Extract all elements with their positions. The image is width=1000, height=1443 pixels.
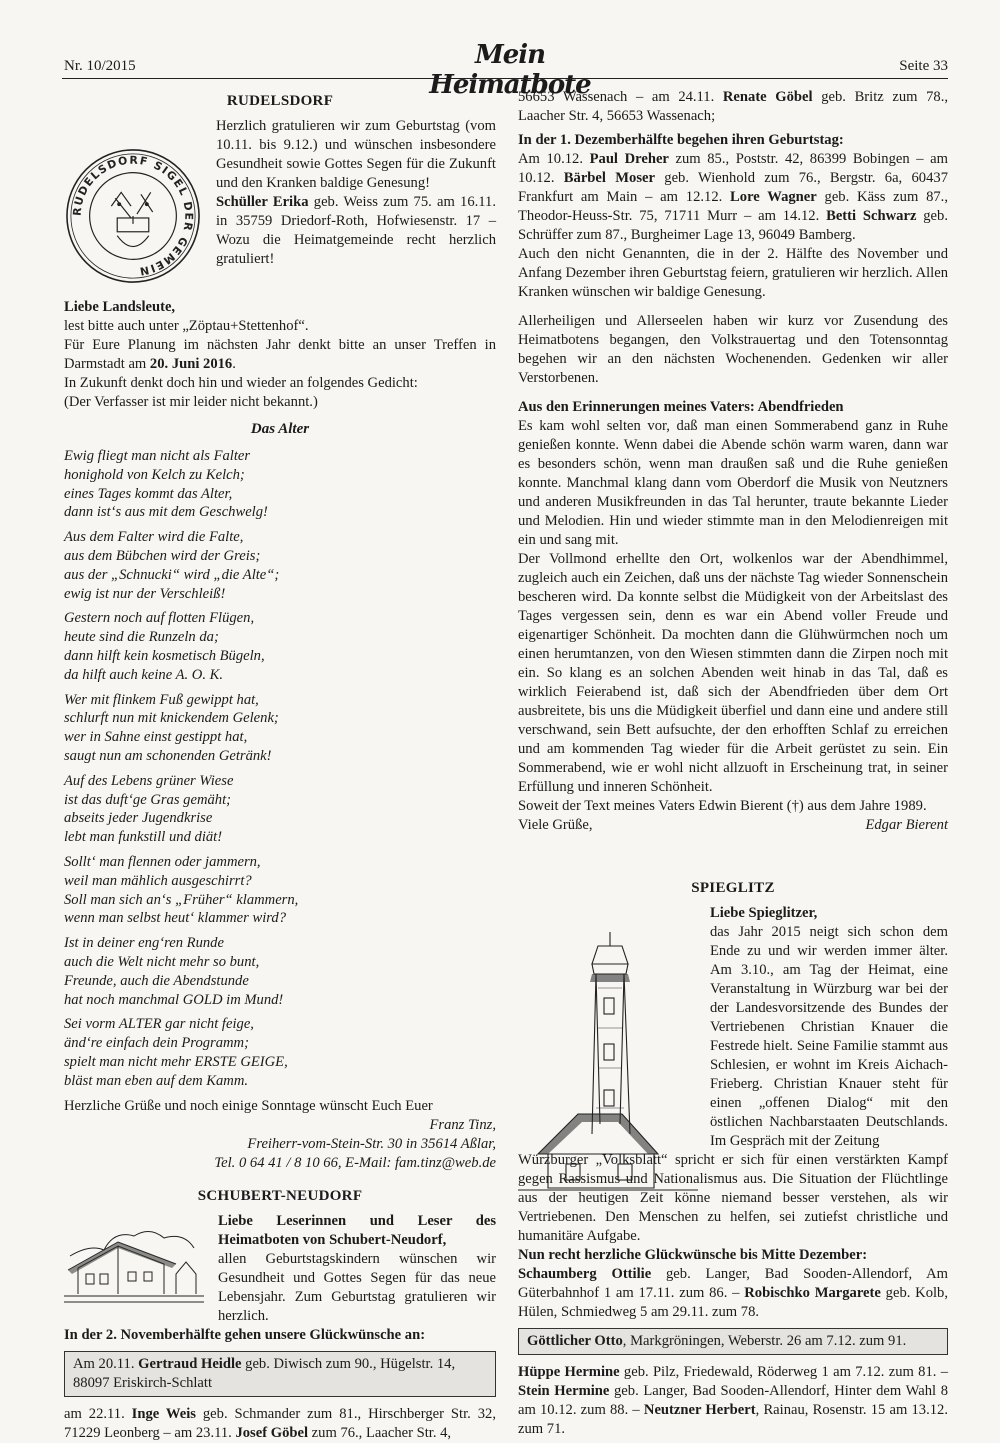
spieglitz-intro [518, 904, 948, 1151]
december-list [518, 150, 948, 245]
list-date-1: am 22.11. [64, 1405, 132, 1422]
section-title-schubert: SCHUBERT-NEUDORF [197, 1187, 363, 1204]
rudelsdorf-line1: lest bitte auch unter „Zöptau+Stettenhof“. [64, 318, 309, 334]
section-title-rudelsdorf: RUDELSDORF [226, 93, 334, 109]
dec-text-5: geb. Schrüffer zum 87., Burgheimer Lage 13, 96049 Bamberg. [518, 208, 948, 243]
rudelsdorf-line4: (Der Verfasser ist mir leider nicht bekannt.) [64, 394, 318, 410]
poem-line: Soll man sich an‘s „Früher“ klammern, [64, 891, 299, 908]
poem-line: saugt nun am schonenden Getränk! [64, 747, 272, 764]
signature-address: Freiherr-vom-Stein-Str. 30 in 35614 Aßlar, [247, 1135, 496, 1152]
box-name: Gertraud Heidle [138, 1355, 242, 1372]
poem-line: Ist in deiner eng‘ren Runde [64, 935, 224, 952]
poem-line: honighold von Kelch zu Kelch; [64, 466, 245, 483]
signature-contact: Tel. 0 64 41 / 8 10 66, E-Mail: fam.tinz@web.de [214, 1154, 496, 1171]
list-name-stein: Stein Hermine [518, 1383, 610, 1399]
poem-title: Das Alter [250, 421, 310, 437]
poem-line: Auf des Lebens grüner Wiese [64, 772, 234, 789]
wish-text-1: geb. Langer, Bad Sooden-Allendorf, Am Güterbahnhof 1 am 17.11. zum 86. – [518, 1266, 949, 1301]
seal-text: RUDELSDORF SIGEL DER GEMEIN [70, 153, 196, 279]
left-column [64, 88, 496, 1443]
poem-line: auch die Welt nicht mehr so bunt, [64, 953, 260, 970]
poem-stanza [64, 772, 496, 847]
rudelsdorf-greeting: Liebe Landsleute, [64, 299, 176, 315]
memories-paragraph-2: Der Vollmond erhellte den Ort, wolkenlos war der Abendhimmel, zugleich auch ein Zeichen, daß uns der nächste Tag wieder Sonnenschein bescheren wird. Da konnte selbst die Müdigkeit von der Arbeitslast des Tages vergessen sein, denn es war ein Abend voller Freude und eigenartiger Schönheit. Da mochten dann die Glühwürmchen noch um einen herumtanzen, von den Wiesen stimmten dann die Zirpen noch mit ein. So klang es an solchen Abenden weit hinab in das Tal, daß es wirklich Feierabend ist, daß sich der Abendfrieden über dem Ort ausbreitete, bis uns die Müdigkeit überfiel und dann eine und andere still verschwand, sein Bett aufsuchte, der den erhofften Schlaf zu erreichen und am kommenden Tag wieder für die Arbeit gerüstet zu sein. Ein Sommerabend, wie er wohl nicht allzuoft in Erscheinung trat, in seiner Erfüllung und inneren Schönheit. [518, 551, 948, 795]
poem-line: spielt man nicht mehr ERSTE GEIGE, [64, 1053, 288, 1070]
wish-name-1: Schaumberg Ottilie [518, 1266, 652, 1282]
memories-greeting: Viele Grüße, [518, 817, 593, 833]
list-text-stein: geb. Langer, Bad Sooden-Allendorf, Hinter dem Wahl 8 am 10.12. zum 88. – [518, 1383, 948, 1418]
wish-name-2: Robischko Margarete [744, 1285, 881, 1301]
issue-number: Nr. 10/2015 [64, 58, 136, 74]
poem-line: eines Tages kommt das Alter, [64, 485, 233, 502]
dec-name-3: Lore Wagner [730, 189, 817, 205]
list-name-neutzner: Neutzner Herbert [643, 1402, 756, 1418]
december-closing: Auch den nicht Genannten, die in der 2. Hälfte des November und Anfang Dezember ihren Geburtstag feiern, gratulieren wir herzlich. Allen Kranken wünschen wir baldige Genesung. [518, 246, 948, 300]
header-divider [62, 78, 948, 79]
memories-author: Edgar Bierent [865, 817, 948, 833]
poem-stanza [64, 691, 496, 766]
poem-line: bläst man eben auf dem Kamm. [64, 1072, 249, 1089]
december-heading: In der 1. Dezemberhälfte begehen ihren Geburtstag: [518, 132, 844, 148]
box-details: geb. Diwisch zum 90., Hügelstr. 14, 88097 Eriskirch-Schlatt [73, 1355, 456, 1391]
rudelsdorf-line3: In Zukunft denkt doch hin und wieder an folgendes Gedicht: [64, 375, 418, 391]
poem-line: heute sind die Runzeln da; [64, 629, 219, 646]
spieglitz-side-text: das Jahr 2015 neigt sich schon dem Ende zu und wir werden immer älter. Am 3.10., am Tag der Heimat, eine Veranstaltung in Würzburg war bei der der Landesvorsitzende des Bundes der Vertriebenen Christian Knauer die Festrede hielt. Seine Familie stammt aus Schlesien, er wohnt im Kreis Aichach-Frieberg. Christian Knauer steht für einen „offenen Dialog“ mit den östlichen Nachbarstaaten Deutschlands. Im Gespräch mit der Zeitung [710, 924, 948, 1149]
spieglitz-list [518, 1363, 948, 1439]
poem-line: aus der „Schnucki“ wird „die Alte“; [64, 566, 280, 583]
memories-paragraph-1: Es kam wohl selten vor, daß man einen Sommerabend ganz in Ruhe genießen konnte. Wenn dabei die Abende schön warm waren, dann war es besonders schön, wenn man draußen saß und die Ruhe genießen konnte. Manchmal klang dann vom Oberdorf die Musik von Neutzners und anderen Musikfreunden in das Tal herunter, traute bekannte Lieder und Melodien. Hin und wieder stimmte man in den Melodienreigen mit ein und sang mit. [518, 418, 948, 548]
dec-name-4: Betti Schwarz [826, 208, 917, 224]
meeting-date: 20. Juni 2016 [149, 356, 233, 372]
list-name-huppe: Hüppe Hermine [518, 1364, 620, 1380]
poem-stanza [64, 934, 496, 1009]
poem-line: weil man mählich ausgeschirrt? [64, 872, 252, 889]
dec-text-4: geb. Käss zum 87., Theodor-Heuss-Str. 75, 71711 Murr – am 14.12. [518, 189, 948, 224]
poem-line: wenn man selbst heut‘ klammer wird? [64, 910, 286, 927]
poem-line: aus dem Bübchen wird der Greis; [64, 547, 261, 564]
poem-line: Freunde, auch die Abendstunde [64, 972, 249, 989]
page-number: Seite 33 [899, 58, 948, 74]
spieglitz-wishes [518, 1265, 948, 1322]
cont-text-b: geb. Britz zum 78., Laacher Str. 4, 56653 Wassenach; [518, 89, 949, 124]
memories-heading: Aus den Erinnerungen meines Vaters: Abendfrieden [518, 399, 844, 415]
dec-text-3: geb. Wienhold zum 76., Bergstr. 6a, 60437 Frankfurt am Main – am 12.12. [518, 170, 948, 205]
poem-line: Sei vorm ALTER gar nicht feige, [64, 1016, 254, 1033]
right-column [518, 88, 948, 1439]
poem-line: hat noch manchmal GOLD im Mund! [64, 991, 284, 1008]
dec-name-2: Bärbel Moser [563, 170, 655, 186]
poem-stanza [64, 609, 496, 684]
highlight-box-goettlicher [518, 1328, 948, 1355]
schubert-subheading: In der 2. Novemberhälfte gehen unsere Glückwünsche an: [64, 1326, 426, 1343]
schubert-intro [64, 1212, 496, 1326]
list-name-2: Josef Göbel [235, 1424, 309, 1441]
rudelsdorf-intro [64, 117, 496, 293]
cont-name: Renate Göbel [722, 89, 813, 105]
poem-line: wer in Sahne einst gestippt hat, [64, 729, 248, 746]
masthead-logo: Mein Heimatbote [429, 40, 591, 100]
list-text-huppe: geb. Pilz, Friedewald, Röderweg 1 am 7.12. zum 81. – [619, 1364, 948, 1380]
poem-line: Ewig fliegt man nicht als Falter [64, 448, 251, 464]
birthday-name: Schüller Erika [216, 194, 309, 210]
wish-text-2: geb. Kolb, Hülen, Schmiedweg 5 am 29.11. zum 78. [518, 1285, 949, 1320]
poem-line: abseits jeder Jugendkrise [64, 810, 213, 827]
cont-text-a: 56653 Wassenach – am 24.11. [518, 89, 723, 105]
schubert-list [64, 1405, 496, 1443]
dec-text-2: zum 85., Poststr. 42, 86399 Bobingen – am 10.12. [518, 151, 949, 186]
poem-line: Gestern noch auf flotten Flügen, [64, 610, 255, 627]
poem-line: dann hilft kein kosmetisch Bügeln, [64, 647, 265, 664]
municipal-seal-icon [64, 147, 202, 285]
poem-line: Aus dem Falter wird die Falte, [64, 529, 244, 546]
box-date: Am 20.11. [73, 1355, 139, 1372]
birthday-details: geb. Weiss zum 75. am 16.11. in 35759 Driedorf-Roth, Hofwiesenstr. 17 – Wozu die Heimatgemeinde recht herzlich gratuliert! [216, 194, 496, 267]
box-details-goettlicher: , Markgröningen, Weberstr. 26 am 7.12. zum 91. [622, 1333, 907, 1349]
allerheiligen-text: Allerheiligen und Allerseelen haben wir kurz vor Zusendung des Heimatbotens begangen, den Volkstrauertag und den Totensonntag begehen wir an den nächsten Wochenenden. Gedenken wir aller Verstorbenen. [518, 313, 948, 386]
spieglitz-full-text: Würzburger „Volksblatt“ spricht er sich für einen verstärkten Kampf gegen Rassismus und Nationalismus aus. Die Situation der Flüchtlinge aus der heutigen Zeit könne niemand besser verstehen, als wir Vertriebenen. Den Menschen zu helfen, sei zutiefst christliche und humanitäre Aufgabe. [518, 1152, 948, 1244]
rudelsdorf-intro-text: Herzlich gratulieren wir zum Geburtstag (vom 10.11. bis 9.12.) und wünschen insbesondere Gesundheit sowie Gottes Segen für die Zukunft und den Kranken baldige Genesung! [216, 118, 496, 191]
poem-line: Sollt‘ man flennen oder jammern, [64, 853, 261, 870]
poem-stanza [64, 853, 496, 928]
rudelsdorf-closing: Herzliche Grüße und noch einige Sonntage wünscht Euch Euer [64, 1097, 433, 1114]
spieglitz-wishes-heading: Nun recht herzliche Glückwünsche bis Mitte Dezember: [518, 1247, 868, 1263]
poem-line: ewig ist nur der Verschleiß! [64, 585, 226, 602]
poem-line: Wer mit flinkem Fuß gewippt hat, [64, 691, 259, 708]
poem-line: da hilft auch keine A. O. K. [64, 666, 224, 683]
poem-stanza [64, 1015, 496, 1090]
watchtower-illustration-icon [518, 928, 698, 1198]
schubert-greeting: Liebe Leserinnen und Leser des Heimatboten von Schubert-Neudorf, [218, 1212, 496, 1248]
poem-stanza [64, 447, 496, 522]
highlight-box-heidle [64, 1351, 496, 1397]
farmhouse-illustration-icon [64, 1216, 204, 1311]
list-details-1: geb. Schmander zum 81., Hirschberger Str. 32, 71229 Leonberg – am 23.11. [64, 1405, 496, 1441]
poem-line: ist das duft‘ge Gras gemäht; [64, 791, 232, 808]
signature-name: Franz Tinz, [429, 1116, 496, 1133]
poem-stanza [64, 528, 496, 603]
spieglitz-greeting: Liebe Spieglitzer, [710, 905, 818, 921]
memories-paragraph-3: Soweit der Text meines Vaters Edwin Bierent (†) aus dem Jahre 1989. [518, 798, 927, 814]
poem [64, 447, 496, 1091]
section-title-spieglitz: SPIEGLITZ [691, 880, 775, 896]
dec-text-1: Am 10.12. [518, 151, 590, 167]
poem-line: schlurft nun mit knickendem Gelenk; [64, 710, 279, 727]
poem-line: änd‘re einfach dein Programm; [64, 1035, 249, 1052]
continued-list [518, 88, 948, 126]
dec-name-1: Paul Dreher [589, 151, 669, 167]
rudelsdorf-line2-end: . [232, 356, 236, 372]
box-name-goettlicher: Göttlicher Otto [527, 1333, 623, 1349]
list-text-neutzner: , Rainau, Rosenstr. 15 am 13.12. zum 71. [518, 1402, 948, 1437]
schubert-text: allen Geburtstagskindern wünschen wir Gesundheit und Gottes Segen für das neue Lebensjahr. Zum Geburtstag gratulieren wir herzlich. [218, 1250, 496, 1324]
list-name-1: Inge Weis [131, 1405, 196, 1422]
list-details-2: zum 76., Laacher Str. 4, [308, 1424, 452, 1441]
poem-line: lebt man funkstill und diät! [64, 829, 223, 846]
memories-signature [518, 816, 948, 835]
rudelsdorf-line2: Für Eure Planung im nächsten Jahr denkt bitte an unser Treffen in Darmstadt am [64, 337, 496, 372]
poem-line: dann ist‘s aus mit dem Geschwelg! [64, 504, 268, 521]
